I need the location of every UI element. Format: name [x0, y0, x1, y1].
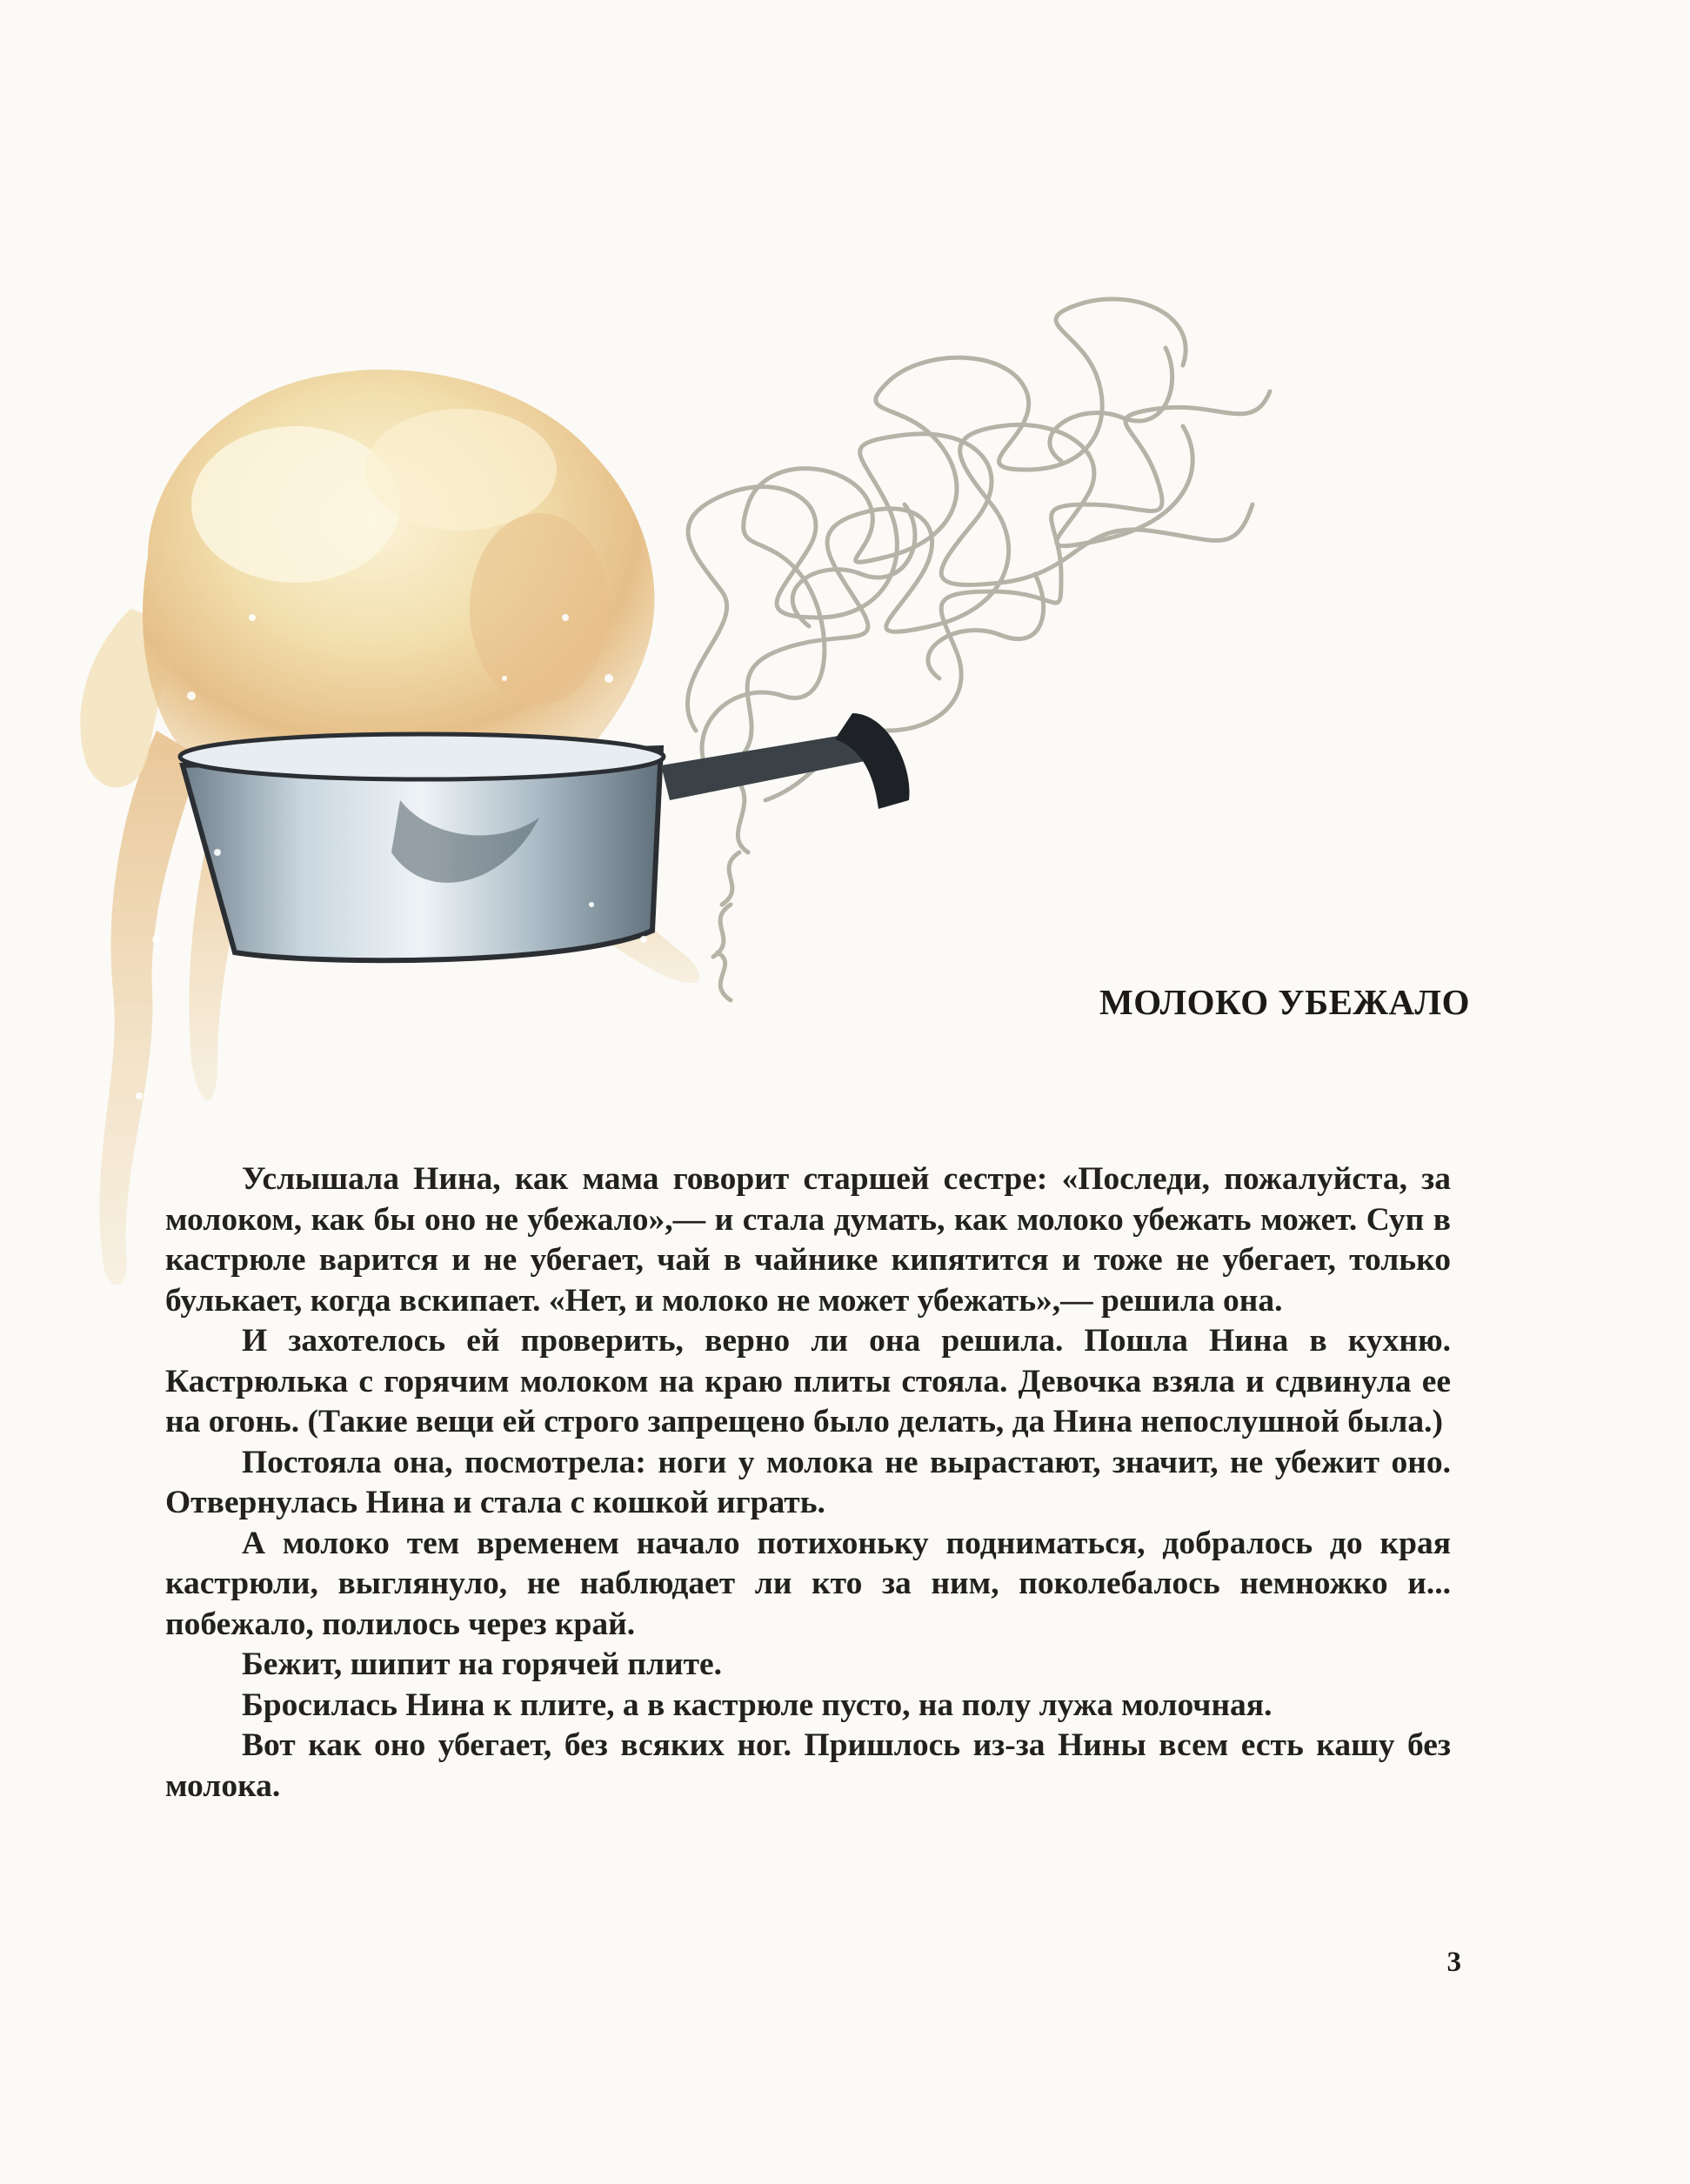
story-paragraph: А молоко тем временем начало потихоньку подниматься, добралось до края кастрюли, выглянуло, не наблюдает ли кто за ним, поколебалось немножко и... побежало, полилось через край.	[165, 1525, 1451, 1642]
story-paragraph: Постояла она, посмотрела: ноги у молока не вырастают, значит, не убежит оно. Отвернулась Нина и стала с кошкой играть.	[165, 1444, 1451, 1520]
saucepan	[180, 713, 910, 960]
steam-scribble	[687, 299, 1270, 1000]
story-title: МОЛОКО УБЕЖАЛО	[1099, 982, 1470, 1022]
story-paragraph: И захотелось ей проверить, верно ли она решила. Пошла Нина в кухню. Кастрюлька с горячим молоком на краю плиты стояла. Девочка взяла и сдвинула ее на огонь. (Такие вещи ей строго запрещено было делать, да Нина непослушной была.)	[165, 1323, 1451, 1439]
story-paragraph: Вот как оно убегает, без всяких ног. Пришлось из-за Нины всем есть кашу без молока.	[165, 1727, 1451, 1804]
story-paragraph: Услышала Нина, как мама говорит старшей сестре: «Последи, пожалуйста, за молоком, как бы оно не убежало»,— и стала думать, как молоко убежать может. Суп в кастрюле варится и не убегает, чай в чайнике кипятится и тоже не убегает, только булькает, когда вскипает. «Нет, и молоко не может убежать»,— решила она.	[165, 1161, 1451, 1319]
story-text	[165, 1159, 1451, 1807]
story-paragraph: Бросилась Нина к плите, а в кастрюле пусто, на полу лужа молочная.	[242, 1686, 1273, 1723]
page-number: 3	[1446, 1947, 1461, 1978]
story-paragraph: Бежит, шипит на горячей плите.	[242, 1646, 723, 1682]
